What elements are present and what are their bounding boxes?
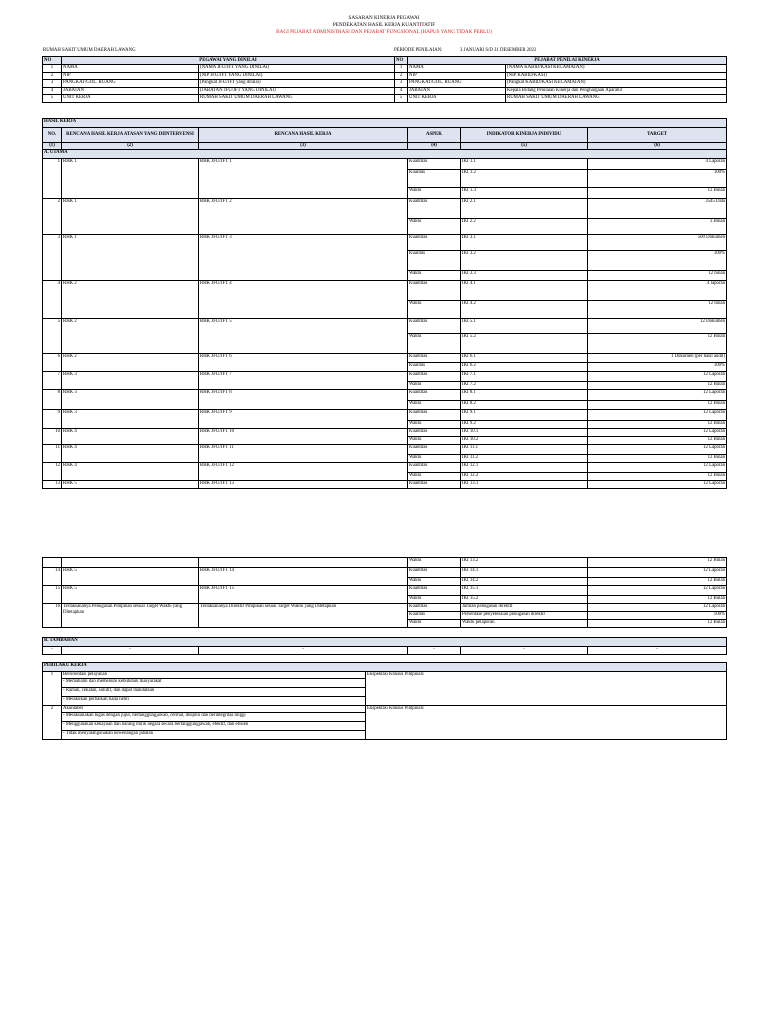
aspek-cell: Waktu (408, 473, 461, 481)
rhk-row (43, 604, 727, 612)
no-header: NO (395, 57, 408, 65)
aspek-cell: Kualitas (408, 363, 461, 372)
aspek-cell: Waktu (408, 558, 461, 568)
rhk-text: RHK JFU/JFT 14 (199, 568, 408, 586)
col-num: (4) (408, 143, 461, 150)
section-hasil-kerja: HASIL KERJA (43, 119, 727, 128)
aspek-cell: Kuantitas (408, 372, 461, 382)
pegawai-value: (NAMA JFU/JFT YANG DINILAI) (199, 65, 395, 73)
section-tambahan: B. TAMBAHAN (43, 638, 727, 647)
rhk-text: RHK JFU/JFT 11 (199, 445, 408, 463)
perilaku-point: - Memahami dan memenuhi kebutuhan masyarakat (62, 679, 366, 688)
pegawai-label: NAMA (62, 65, 199, 73)
pegawai-value: (JABATAN JFU/JFT YANG DINILAI) (199, 87, 395, 95)
aspek-cell: Waktu (408, 382, 461, 390)
target-cell: 12 Laporan (588, 390, 727, 401)
target-cell: 12 Bulan (588, 620, 727, 628)
tambahan-cell: - (588, 647, 727, 655)
rhk-atasan: RHK 3 (62, 372, 199, 390)
iki-cell: IKI 9.2 (461, 421, 588, 429)
tambahan-cell: - (408, 647, 461, 655)
identity-row (43, 80, 727, 88)
penilai-value: (Pangkat KABID/KASI KECAMATAN) (506, 80, 727, 88)
rhk-atasan: RHK 5 (62, 568, 199, 586)
aspek-cell: Kuantitas (408, 159, 461, 170)
rhk-no: 11 (43, 445, 62, 463)
aspek-cell: Waktu (408, 620, 461, 628)
target-cell: 12 Laporan (588, 568, 727, 578)
rhk-row (43, 159, 727, 170)
rhk-no: 10 (43, 429, 62, 445)
row-no: 4 (43, 87, 62, 95)
rhk-row (43, 586, 727, 596)
target-cell: 12 Bulan (588, 596, 727, 604)
pegawai-label: JABATAN (62, 87, 199, 95)
pegawai-label: UNIT KERJA (62, 95, 199, 103)
col-num: (6) (588, 143, 727, 150)
penilai-value: (NAMA KABID/KASI KECAMATAN) (506, 65, 727, 73)
iki-cell: IKI 3.3 (461, 271, 588, 281)
section-perilaku-kerja: PERILAKU KERJA (43, 663, 727, 672)
periode-label: PERIODE PENILAIAN: (394, 48, 443, 53)
rhk-no: 9 (43, 410, 62, 429)
iki-cell: IKI 13.2 (461, 558, 588, 568)
rhk-no: 13 (43, 481, 62, 489)
rhk-no: 5 (43, 319, 62, 354)
aspek-cell: Kuantitas (408, 481, 461, 489)
rhk-atasan: RHK 1 (62, 159, 199, 199)
iki-cell: Waktu pelaporan (461, 620, 588, 628)
target-cell: 12 Laporan (588, 481, 727, 489)
aspek-cell: Kuantitas (408, 354, 461, 363)
rhk-row (43, 319, 727, 334)
target-cell: 12 Laporan (588, 429, 727, 437)
aspek-cell: Kualitas (408, 251, 461, 271)
rhk-no: 1 (43, 159, 62, 199)
pegawai-header: PEGAWAI YANG DINILAI (62, 57, 395, 65)
target-cell: 100% (588, 363, 727, 372)
rhk-text: RHK JFU/JFT 10 (199, 429, 408, 445)
target-cell: 12 Laporan (588, 372, 727, 382)
iki-cell: IKI 8.2 (461, 401, 588, 410)
row-no: 2 (43, 72, 62, 80)
pegawai-value: (Pangkat JFU/JFT yang dinilai) (199, 80, 395, 88)
perilaku-row (43, 672, 727, 679)
rhk-text: RHK JFU/JFT 12 (199, 463, 408, 481)
perilaku-point: - Menggunakan kekayaan dan barang milik negara secara bertanggungjawab, efektif, dan efisien (62, 722, 366, 731)
rhk-atasan: RHK 4 (62, 463, 199, 481)
iki-cell: IKI 11.2 (461, 455, 588, 463)
iki-cell: IKI 14.2 (461, 578, 588, 586)
target-cell: 12 Bulan (588, 558, 727, 568)
target-cell: 12 Bulan (588, 382, 727, 390)
rhk-text: Terlaksananya Direktif Pimpinan sesuai Target Waktu yang Ditetapkan (199, 604, 408, 628)
rhk-row (43, 481, 727, 489)
iki-cell: IKI 5.1 (461, 319, 588, 334)
target-cell: 500 Dokumen (588, 235, 727, 251)
penilai-value: (NIP KABID/KASI) (506, 72, 727, 80)
col-no: NO. (43, 128, 62, 143)
rhk-row (43, 410, 727, 421)
iki-cell: IKI 8.1 (461, 390, 588, 401)
perilaku-point: - Tidak menyalahgunakan kewenangan jabatan (62, 731, 366, 740)
rhk-row (43, 429, 727, 437)
target-cell: 12 Bulan (588, 437, 727, 445)
rhk-text: RHK JFU/JFT 7 (199, 372, 408, 390)
col-target: TARGET (588, 128, 727, 143)
penilai-label: NAMA (408, 65, 506, 73)
rhk-text: RHK JFU/JFT 9 (199, 410, 408, 429)
rhk-text: RHK JFU/JFT 15 (199, 586, 408, 604)
iki-cell: IKI 4.1 (461, 281, 588, 301)
col-rhk-atasan: RENCANA HASIL KERJA ATASAN YANG DIINTERVENSI (62, 128, 199, 143)
iki-cell: IKI 15.2 (461, 596, 588, 604)
iki-cell: IKI 1.1 (461, 159, 588, 170)
aspek-cell: Kuantitas (408, 199, 461, 219)
row-no: 5 (395, 95, 408, 103)
target-cell: 100% (588, 170, 727, 188)
aspek-cell: Waktu (408, 188, 461, 199)
penilai-label: UNIT KERJA (408, 95, 506, 103)
target-cell: 3545 Data (588, 199, 727, 219)
row-no: 3 (43, 80, 62, 88)
rhk-no: 15 (43, 586, 62, 604)
target-cell: 12 Laporan (588, 463, 727, 473)
ekspektasi-label: Ekspektasi Khusus Pimpinan: (366, 672, 727, 706)
rhk-no (43, 558, 62, 568)
no-header: NO (43, 57, 62, 65)
iki-cell: IKI 2.2 (461, 219, 588, 235)
rhk-row (43, 463, 727, 473)
rhk-row (43, 281, 727, 301)
rhk-text (199, 558, 408, 568)
perilaku-title: Akuntabel (62, 706, 366, 713)
aspek-cell: Kuantitas (408, 429, 461, 437)
target-cell: 4 Laporan (588, 159, 727, 170)
iki-cell: IKI 15.1 (461, 586, 588, 596)
rhk-atasan: RHK 5 (62, 481, 199, 489)
rhk-text: RHK JFU/JFT 13 (199, 481, 408, 489)
org-name: RUMAH SAKIT UMUM DAERAH LAWANG (43, 48, 136, 53)
row-no: 1 (43, 65, 62, 73)
iki-cell: IKI 1.3 (461, 188, 588, 199)
ekspektasi-label: Ekspektasi Khusus Pimpinan: (366, 706, 727, 740)
perilaku-row (43, 706, 727, 713)
target-cell: 12 Bulan (588, 578, 727, 586)
col-iki: INDIKATOR KINERJA INDIVIDU (461, 128, 588, 143)
rhk-text: RHK JFU/JFT 1 (199, 159, 408, 199)
rhk-text: RHK JFU/JFT 6 (199, 354, 408, 372)
target-cell: 12 Bulan (588, 334, 727, 354)
pegawai-label: PANGKAT/GOL. RUANG (62, 80, 199, 88)
penilai-header: PEJABAT PENILAI KINERJA (408, 57, 727, 65)
aspek-cell: Kuantitas (408, 390, 461, 401)
row-no: 3 (395, 80, 408, 88)
iki-cell: IKI 3.2 (461, 251, 588, 271)
rhk-no: 14 (43, 568, 62, 586)
aspek-cell: Waktu (408, 596, 461, 604)
doc-title: SASARAN KINERJA PEGAWAI (348, 15, 420, 21)
aspek-cell: Kuantitas (408, 604, 461, 612)
target-cell: 1 Dokumen (per hasil audit) (588, 354, 727, 363)
rhk-text: RHK JFU/JFT 4 (199, 281, 408, 319)
aspek-cell: Waktu (408, 334, 461, 354)
rhk-row (43, 445, 727, 455)
rhk-no: 12 (43, 463, 62, 481)
aspek-cell: Waktu (408, 301, 461, 319)
rhk-text: RHK JFU/JFT 2 (199, 199, 408, 235)
perilaku-point: - Ramah, cekatan, solutif, dan dapat diandalkan (62, 688, 366, 697)
pegawai-value: RUMAH SAKIT UMUM DAERAH LAWANG (199, 95, 395, 103)
aspek-cell: Waktu (408, 421, 461, 429)
rhk-row (43, 558, 727, 568)
penilai-value: Kepala Bidang Penilaian Kinerja dan Penghargaan Aparatur (506, 87, 727, 95)
rhk-atasan: RHK 1 (62, 235, 199, 281)
iki-cell: IKI 14.1 (461, 568, 588, 578)
identity-table (42, 56, 727, 103)
aspek-cell: Kuantitas (408, 410, 461, 421)
iki-cell: IKI 4.2 (461, 301, 588, 319)
penilai-label: NIP (408, 72, 506, 80)
aspek-cell: Kuantitas (408, 463, 461, 473)
row-no: 1 (395, 65, 408, 73)
rhk-no: 16 (43, 604, 62, 628)
rhk-row (43, 372, 727, 382)
iki-cell: IKI 6.1 (461, 354, 588, 363)
perilaku-point: - Melakukan perbaikan tiada henti (62, 697, 366, 706)
doc-note: BAGI PEJABAT ADMINISTRASI DAN PEJABAT FUNGSIONAL (HAPUS YANG TIDAK PERLU) (276, 29, 492, 35)
aspek-cell: Waktu (408, 401, 461, 410)
target-cell: 12 Bulan (588, 473, 727, 481)
tambahan-cell: - (199, 647, 408, 655)
aspek-cell: Kuantitas (408, 281, 461, 301)
iki-cell: IKI 9.1 (461, 410, 588, 421)
rhk-row (43, 235, 727, 251)
rhk-text: RHK JFU/JFT 8 (199, 390, 408, 410)
aspek-cell: Kuantitas (408, 568, 461, 578)
tambahan-cell: - (461, 647, 588, 655)
iki-cell: Persentase penyelesaian penugasan direktif (461, 612, 588, 620)
target-cell: 12 Bulan (588, 401, 727, 410)
iki-cell: IKI 10.1 (461, 429, 588, 437)
iki-cell: IKI 5.2 (461, 334, 588, 354)
rhk-atasan: RHK 3 (62, 390, 199, 410)
target-cell: 12 Laporan (588, 586, 727, 596)
rhk-no: 3 (43, 235, 62, 281)
col-num: (3) (199, 143, 408, 150)
col-num: (1) (43, 143, 62, 150)
tambahan-cell: - (62, 647, 199, 655)
rhk-no: 2 (43, 199, 62, 235)
section-utama: A. UTAMA (43, 150, 727, 159)
hasil-kerja-table-continued (42, 557, 727, 655)
identity-row (43, 87, 727, 95)
aspek-cell: Waktu (408, 219, 461, 235)
rhk-no: 7 (43, 372, 62, 390)
target-cell: 12 Laporan (588, 410, 727, 421)
target-cell: 12 Bulan (588, 421, 727, 429)
iki-cell: IKI 12.1 (461, 463, 588, 473)
aspek-cell: Kuantitas (408, 319, 461, 334)
target-cell: 4 laporan (588, 281, 727, 301)
aspek-cell: Waktu (408, 437, 461, 445)
perilaku-kerja-table (42, 662, 727, 740)
rhk-atasan: RHK 3 (62, 410, 199, 429)
row-no: 4 (395, 87, 408, 95)
rhk-row (43, 354, 727, 363)
perilaku-point: - Melaksanakan tugas dengan jujur, bertanggungjawab, cermat, disiplin dan berintegritas tinggi (62, 713, 366, 722)
perilaku-no: 2 (43, 706, 62, 740)
penilai-label: JABATAN (408, 87, 506, 95)
tambahan-cell: - (43, 647, 62, 655)
col-rhk: RENCANA HASIL KERJA (199, 128, 408, 143)
col-num: (5) (461, 143, 588, 150)
rhk-no: 6 (43, 354, 62, 372)
rhk-no: 8 (43, 390, 62, 410)
aspek-cell: Kuantitas (408, 235, 461, 251)
iki-cell: IKI 7.2 (461, 382, 588, 390)
iki-cell: IKI 6.2 (461, 363, 588, 372)
target-cell: 100% (588, 612, 727, 620)
target-cell: 100% (588, 251, 727, 271)
target-cell: 12 Laporan (588, 445, 727, 455)
rhk-atasan: RHK 5 (62, 586, 199, 604)
rhk-text: RHK JFU/JFT 5 (199, 319, 408, 354)
iki-cell: IKI 7.1 (461, 372, 588, 382)
rhk-atasan: RHK 1 (62, 199, 199, 235)
identity-row (43, 72, 727, 80)
iki-cell: Jumlah penugasan direktif (461, 604, 588, 612)
col-num: (2) (62, 143, 199, 150)
rhk-row (43, 199, 727, 219)
iki-cell: IKI 12.2 (461, 473, 588, 481)
iki-cell: IKI 11.1 (461, 445, 588, 455)
target-cell: 12 Bulan (588, 188, 727, 199)
target-cell: 12 bulan (588, 271, 727, 281)
col-aspek: ASPEK (408, 128, 461, 143)
aspek-cell: Waktu (408, 578, 461, 586)
iki-cell: IKI 13.1 (461, 481, 588, 489)
rhk-atasan (62, 558, 199, 568)
aspek-cell: Kualitas (408, 170, 461, 188)
rhk-no: 4 (43, 281, 62, 319)
rhk-atasan: RHK 2 (62, 319, 199, 354)
rhk-row (43, 568, 727, 578)
target-cell: 12 Dokumen (588, 319, 727, 334)
rhk-atasan: RHK 4 (62, 445, 199, 463)
target-cell: 12 bulan (588, 301, 727, 319)
iki-cell: IKI 2.1 (461, 199, 588, 219)
aspek-cell: Kualitas (408, 612, 461, 620)
rhk-row (43, 390, 727, 401)
identity-row (43, 65, 727, 73)
periode-value: 3 JANUARI S/D 31 DESEMBER 2022 (460, 48, 537, 53)
row-no: 2 (395, 72, 408, 80)
target-cell: 3 Bulan (588, 219, 727, 235)
iki-cell: IKI 10.2 (461, 437, 588, 445)
iki-cell: IKI 1.2 (461, 170, 588, 188)
rhk-atasan: RHK 4 (62, 429, 199, 445)
pegawai-label: NIP (62, 72, 199, 80)
aspek-cell: Kuantitas (408, 586, 461, 596)
aspek-cell: Kuantitas (408, 445, 461, 455)
doc-subtitle: PENDEKATAN HASIL KERJA KUANTITATIF (332, 22, 436, 28)
aspek-cell: Waktu (408, 271, 461, 281)
hasil-kerja-table (42, 118, 727, 489)
target-cell: 12 Bulan (588, 455, 727, 463)
perilaku-no: 1 (43, 672, 62, 706)
iki-cell: IKI 3.1 (461, 235, 588, 251)
perilaku-title: Berorientasi pelayanan (62, 672, 366, 679)
penilai-value: RUMAH SAKIT UMUM DAERAH LAWANG (506, 95, 727, 103)
rhk-atasan: Terlaksananya Penugasan Pimpinan sesuai Target Waktu yang Ditetapkan (62, 604, 199, 628)
penilai-label: PANGKAT/GOL. RUANG (408, 80, 506, 88)
target-cell: 12 Laporan (588, 604, 727, 612)
aspek-cell: Waktu (408, 455, 461, 463)
identity-row (43, 95, 727, 103)
rhk-atasan: RHK 2 (62, 281, 199, 319)
pegawai-value: (NIP JFU/JFT YANG DINILAI) (199, 72, 395, 80)
row-no: 5 (43, 95, 62, 103)
rhk-text: RHK JFU/JFT 3 (199, 235, 408, 281)
rhk-atasan: RHK 2 (62, 354, 199, 372)
